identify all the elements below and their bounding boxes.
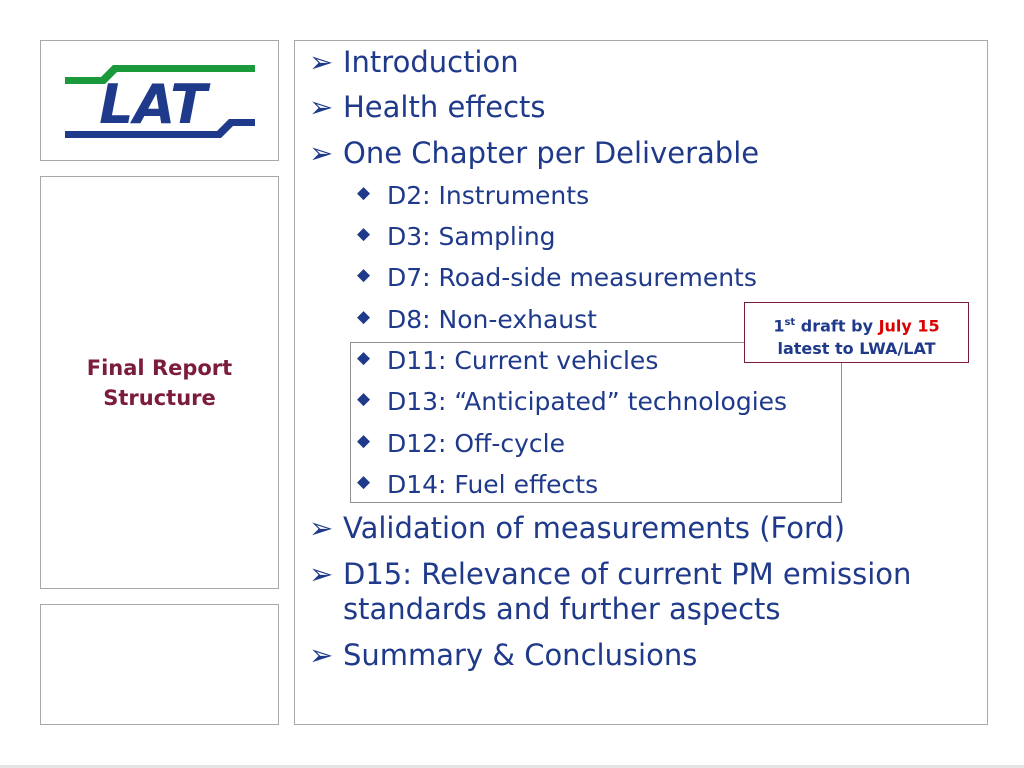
- deliverables-highlight-frame: [350, 342, 842, 503]
- note-date: July 15: [878, 316, 940, 336]
- diamond-bullet-icon: ◆: [357, 307, 371, 327]
- arrow-bullet-icon: ➢: [309, 90, 334, 124]
- diamond-bullet-icon: ◆: [357, 389, 371, 409]
- arrow-bullet-icon: ➢: [309, 136, 334, 170]
- arrow-bullet-icon: ➢: [309, 557, 334, 591]
- note-line1: 1st draft by July 15: [773, 316, 940, 336]
- lat-logo: [41, 41, 278, 160]
- slide-title: [87, 353, 232, 413]
- arrow-bullet-icon: ➢: [309, 511, 334, 545]
- slide-title-line2: Structure: [103, 385, 216, 410]
- diamond-bullet-icon: ◆: [357, 265, 371, 285]
- diamond-bullet-icon: ◆: [357, 348, 371, 368]
- diamond-bullet-icon: ◆: [357, 183, 371, 203]
- arrow-bullet-icon: ➢: [309, 638, 334, 672]
- slide-title-line1: Final Report: [86, 355, 233, 380]
- empty-panel: [40, 604, 279, 725]
- note-line2: latest to LWA/LAT: [777, 339, 936, 359]
- title-panel: [40, 176, 279, 589]
- diamond-bullet-icon: ◆: [357, 224, 371, 244]
- draft-deadline-note: [744, 302, 969, 363]
- logo-text: LAT: [99, 73, 207, 136]
- diamond-bullet-icon: ◆: [357, 431, 371, 451]
- logo-panel: [40, 40, 279, 161]
- arrow-bullet-icon: ➢: [309, 45, 334, 79]
- content-panel: ➢ Introduction ➢ Health effects ➢ One Chapter per Deliverable ◆ D2: Instruments ◆ D3: Sampling ◆ D7: Road-side measurements ◆ D8: Non-exhaust ◆ D11: Current vehicles ◆ D13: “Anticipated” technologies ◆ D12: Off-cycle ◆ D14: Fuel effects ➢ Validation of measurements (Ford) ➢ D15: Relevance of current PM emission standards and further aspects ➢ Summary & Conclusions: [294, 40, 988, 725]
- diamond-bullet-icon: ◆: [357, 472, 371, 492]
